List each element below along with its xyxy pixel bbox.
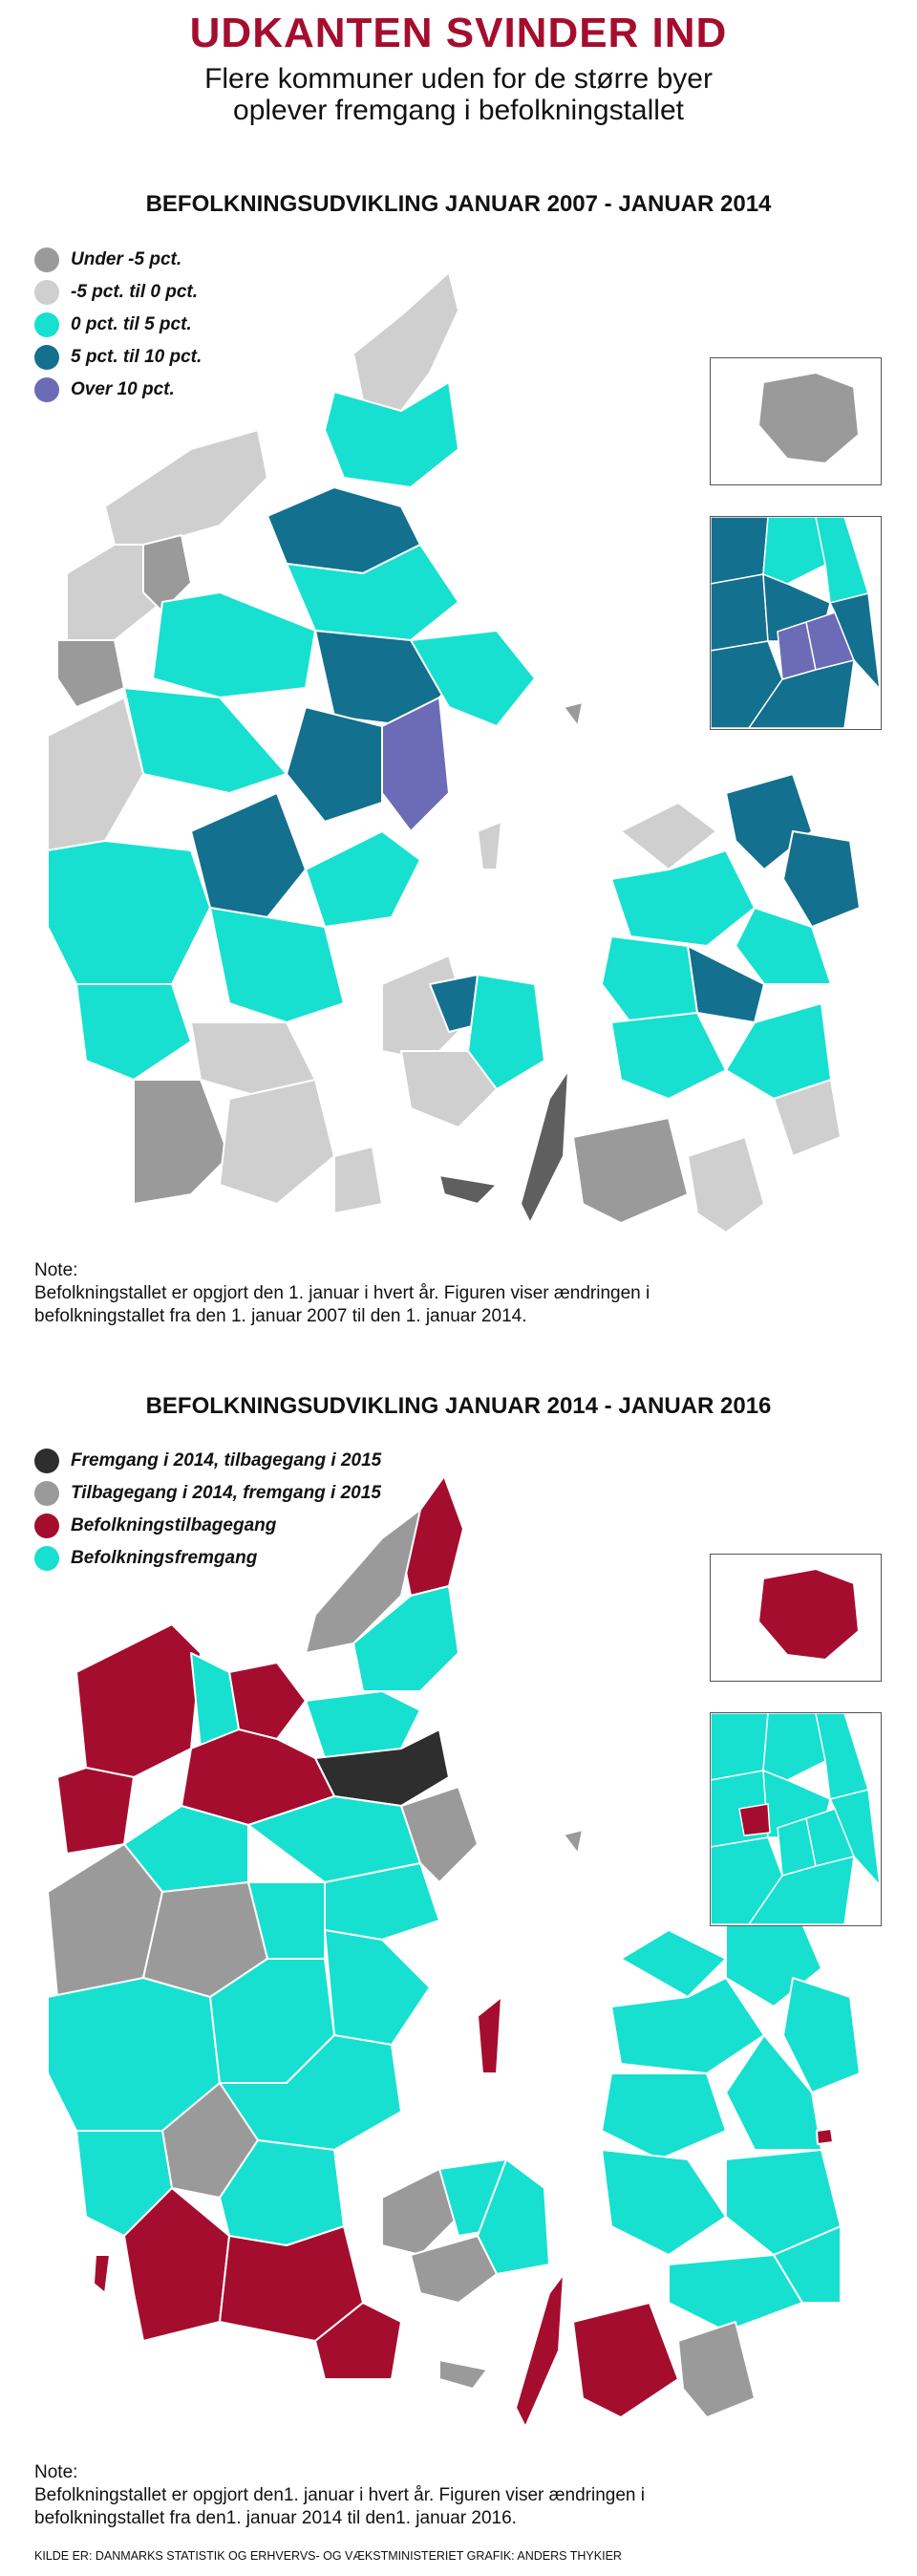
- region-skive: [153, 592, 315, 698]
- region-langeland: [516, 2274, 564, 2427]
- region-sonderborg: [334, 1147, 382, 1213]
- region-skanderborg: [325, 1930, 430, 2045]
- region-ringkobing: [48, 698, 143, 850]
- subtitle-line-1: Flere kommuner uden for de større byer: [204, 63, 713, 95]
- note2-title: Note:: [34, 2462, 78, 2482]
- inset-copenhagen-2014: [710, 1712, 882, 1926]
- legend2-item-decline: Befolkningstilbagegang: [34, 1510, 381, 1542]
- note1-line-1: Befolkningstallet er opgjort den 1. januar i hvert år. Figuren viser ændringen i: [34, 1283, 650, 1303]
- region-ikast: [191, 793, 306, 917]
- region-langeland: [521, 1070, 568, 1223]
- region-samso: [478, 822, 501, 869]
- section1-heading: BEFOLKNINGSUDVIKLING JANUAR 2007 - JANUAR 2014: [145, 191, 772, 217]
- region-copenhagen-area: [783, 831, 860, 927]
- legend1-item-under-minus5: Under -5 pct.: [34, 244, 202, 276]
- legend1-item-0-to-5: 0 pct. til 5 pct.: [34, 309, 202, 341]
- legend2-item-growth-then-decline: Fremgang i 2014, tilbagegang i 2015: [34, 1445, 381, 1477]
- note1-title: Note:: [34, 1260, 78, 1280]
- section2-note: [34, 2461, 894, 2530]
- region-kalundborg: [602, 2073, 726, 2159]
- region-fanoe: [94, 2255, 110, 2293]
- region-silkeborg: [287, 707, 382, 822]
- note2-line-1: Befolkningstallet er opgjort den1. januar i hvert år. Figuren viser ændringen i: [34, 2485, 645, 2505]
- region-slagelse: [611, 1013, 726, 1099]
- region-west-coast: [48, 841, 210, 984]
- region-copenhagen-dot: [817, 2129, 833, 2144]
- legend1-item-5-to-10: 5 pct. til 10 pct.: [34, 341, 202, 374]
- note1-line-2: befolkningstallet fra den 1. januar 2007 til den 1. januar 2014.: [34, 1306, 527, 1326]
- region-falster: [678, 2322, 755, 2417]
- legend1-item-over-10: Over 10 pct.: [34, 374, 202, 406]
- region-herning: [124, 688, 287, 793]
- legend2-item-growth: Befolkningsfremgang: [34, 1542, 381, 1575]
- region-holbaek: [611, 850, 755, 946]
- legend1-item-minus5-to-0: -5 pct. til 0 pct.: [34, 276, 202, 309]
- main-title: UDKANTEN SVINDER IND: [189, 10, 728, 56]
- inset-bornholm-2007: [710, 357, 882, 485]
- legend2-item-decline-then-growth: Tilbagegang i 2014, fremgang i 2015: [34, 1477, 381, 1510]
- region-bornholm: [758, 373, 859, 463]
- inset-bornholm-2014: [710, 1554, 882, 1682]
- region-falster: [688, 1137, 764, 1233]
- region-slagelse: [602, 2150, 726, 2255]
- source-credit: KILDE ER: DANMARKS STATISTIK OG ERHVERVS- OG VÆKSTMINISTERIET GRAFIK: ANDERS THYKIER: [34, 2549, 622, 2563]
- region-aero: [439, 1175, 497, 1204]
- region-lemvig: [57, 640, 124, 707]
- subtitle: [0, 63, 917, 126]
- region-thy: [76, 1624, 201, 1777]
- region-tonder: [134, 1080, 229, 1204]
- section1-note: [34, 1259, 894, 1328]
- inset-copenhagen-2007: [710, 516, 882, 730]
- region-lolland: [573, 2303, 678, 2417]
- subtitle-line-2: oplever fremgang i befolkningstallet: [233, 95, 684, 126]
- region-kalundborg: [602, 936, 697, 1022]
- region-anholt: [564, 1830, 583, 1854]
- note2-line-2: befolkningstallet fra den1. januar 2014 til den1. januar 2016.: [34, 2508, 517, 2528]
- region-west-thy: [57, 1768, 134, 1854]
- region-lolland: [573, 1118, 688, 1223]
- region-skanderborg: [306, 831, 420, 927]
- region-bornholm: [758, 1569, 859, 1660]
- region-samso: [478, 1997, 501, 2073]
- section2-heading: BEFOLKNINGSUDVIKLING JANUAR 2014 - JANUAR 2016: [145, 1393, 772, 1419]
- region-aabenraa: [220, 1080, 334, 1204]
- region-mors: [229, 1663, 306, 1739]
- region-esbjerg: [76, 984, 191, 1080]
- region-anholt: [564, 702, 583, 726]
- region-aero: [439, 2360, 487, 2389]
- region-thy: [105, 430, 267, 545]
